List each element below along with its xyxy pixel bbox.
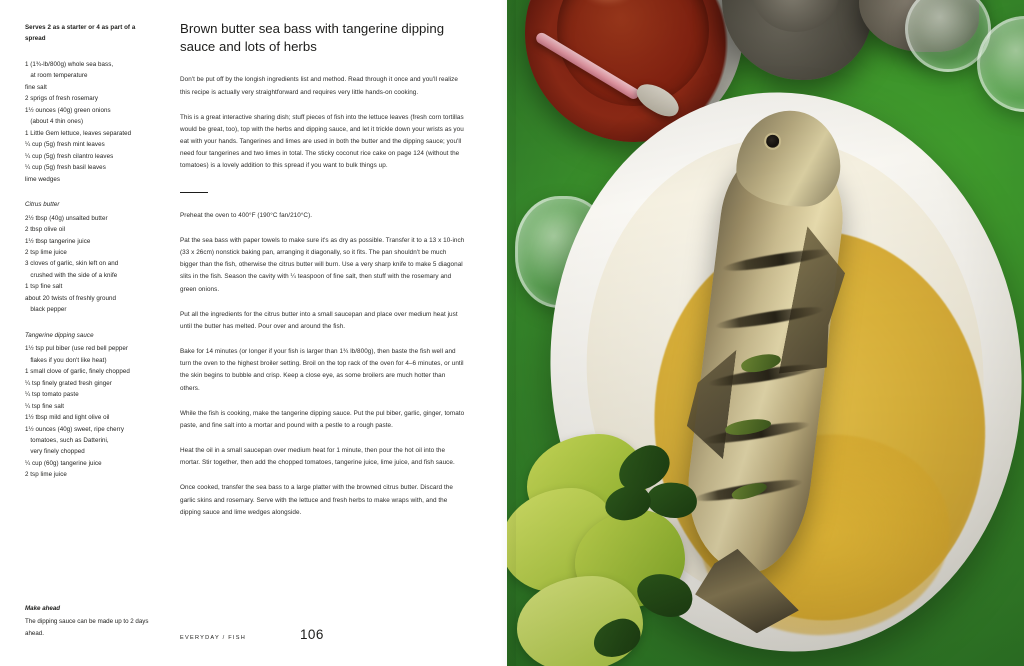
ingredient-item: 1½ tsp pul biber (use red bell pepper (25, 345, 129, 353)
ingredient-item: lime wedges (25, 175, 61, 183)
method-step: Bake for 14 minutes (or longer if your fish is larger than 1¾ lb/800g), then baste the fish well and turn the oven to the highest broiler setting. Broil on the top rack of the oven for 4–6 minutes, or until the skin begins to bubble and crisp. Keep a close eye, as some broilers are much hotter than others. (180, 348, 464, 392)
ingredient-item: fine salt (25, 83, 47, 91)
serves-note: Serves 2 as a starter or 4 as part of a spread (25, 24, 136, 43)
photo-vignette (507, 0, 1024, 666)
ingredient-item: ¼ tsp tomato paste (25, 391, 79, 399)
ingredient-item: flakes if you don't like heat) (25, 356, 107, 364)
ingredient-item: 1½ ounces (40g) sweet, ripe cherry (25, 425, 125, 433)
method-step: While the fish is cooking, make the tangerine dipping sauce. Put the pul biber, garlic, ginger, tomato paste, and fine salt into a mortar and pound with a pestle to a rough paste. (180, 409, 465, 429)
ingredient-item: 1½ tbsp tangerine juice (25, 237, 91, 245)
ingredient-item: crushed with the side of a knife (25, 271, 118, 279)
section-divider (180, 192, 208, 193)
ingredient-item: ¼ cup (60g) tangerine juice (25, 459, 102, 467)
ingredient-item: ¼ tsp fine salt (25, 402, 65, 410)
ingredient-item: 1½ ounces (40g) green onions (25, 106, 111, 114)
ingredient-item: 3 cloves of garlic, skin left on and (25, 260, 119, 268)
page-title: Brown butter sea bass with tangerine dipping sauce and lots of herbs (180, 21, 445, 55)
recipe-photo-page (507, 0, 1024, 666)
ingredients-column (25, 22, 157, 495)
ingredient-item: tomatoes, such as Datterini, (25, 437, 109, 444)
ingredient-item: 2½ tbsp (40g) unsalted butter (25, 214, 108, 222)
ingredient-item: black pepper (25, 306, 67, 314)
method-step: Put all the ingredients for the citrus butter into a small saucepan and place over medium heat just until the butter has melted. Pour over and around the fish. (180, 310, 458, 330)
ingredient-item: ¼ cup (5g) fresh basil leaves (25, 164, 106, 172)
ingredient-item: 1 (1¾-lb/800g) whole sea bass, (25, 60, 114, 68)
method-column (180, 20, 465, 532)
ingredient-item: at room temperature (25, 72, 88, 80)
ingredient-item: 1 Little Gem lettuce, leaves separated (25, 129, 132, 137)
ingredient-item: 1½ tbsp mild and light olive oil (25, 414, 110, 422)
ingredient-item: 2 sprigs of fresh rosemary (25, 95, 99, 103)
recipe-text-page (0, 0, 507, 666)
make-ahead-heading: Make ahead (25, 605, 61, 612)
make-ahead-block (25, 603, 157, 639)
page-footer (180, 627, 470, 642)
intro-paragraph: This is a great interactive sharing dish; stuff pieces of fish into the lettuce leaves (fresh corn tortillas would be great, too), top with the herbs and dipping sauce, and let it trickle down your wrists as you eat with your hands. Tangerines and limes are used in both the butter and the dipping sauce; you'll need four tangerines and two limes in total. The sticky coconut rice cake on page 124 (without the tomatoes) is a lovely addition to this spread if you want to bulk things up. (180, 113, 464, 170)
method-step: Heat the oil in a small saucepan over medium heat for 1 minute, then pour the hot oil into the mortar. Stir together, then add the chopped tomatoes, tangerine juice, lime juice, and fish sauce. (180, 447, 455, 467)
make-ahead-body: The dipping sauce can be made up to 2 days ahead. (25, 618, 149, 637)
chapter-label: EVERYDAY / FISH (180, 635, 247, 641)
page-number: 106 (300, 627, 324, 642)
ingredient-item: ¼ tsp finely grated fresh ginger (25, 379, 112, 387)
ingredient-item: ¼ cup (5g) fresh cilantro leaves (25, 152, 114, 160)
ingredient-item: about 20 twists of freshly ground (25, 294, 117, 302)
ingredient-item: very finely chopped (25, 448, 85, 456)
ingredient-item: 2 tsp lime juice (25, 248, 67, 256)
ingredient-list-main (25, 59, 157, 185)
ingredient-item: ¼ cup (5g) fresh mint leaves (25, 141, 105, 149)
ingredient-item: (about 4 thin ones) (25, 118, 84, 126)
ingredient-item: 1 tsp fine salt (25, 283, 63, 291)
dipping-sauce-heading: Tangerine dipping sauce (25, 331, 94, 339)
method-step: Pat the sea bass with paper towels to make sure it's as dry as possible. Transfer it to a 13 x 10-inch (33 x 26cm) nonstick baking pan, arranging it diagonally, so it fits. The pan shouldn't be much bigger than the fish, otherwise the citrus butter will burn. Use a very sharp knife to make 5 diagonal slits in the fish. Season the cavity with ¼ teaspoon of fine salt, then stuff with the rosemary and green onions. (180, 236, 465, 293)
ingredient-item: 2 tbsp olive oil (25, 226, 66, 234)
ingredient-list-dipping-sauce (25, 330, 157, 481)
method-step: Once cooked, transfer the sea bass to a large platter with the browned citrus butter. Discard the garlic skins and rosemary. Serve with the lettuce and fresh herbs to make wraps with, and the dipping sauce and lime wedges alongside. (180, 484, 453, 516)
intro-paragraph: Don't be put off by the longish ingredients list and method. Read through it once and you'll realize this recipe is actually very straightforward and requires very little hands-on cooking. (180, 76, 458, 96)
method-step: Preheat the oven to 400°F (190°C fan/210°C). (180, 211, 313, 219)
ingredient-list-citrus-butter (25, 199, 157, 316)
citrus-butter-heading: Citrus butter (25, 201, 60, 209)
ingredient-item: 1 small clove of garlic, finely chopped (25, 368, 130, 376)
ingredient-item: 2 tsp lime juice (25, 471, 67, 479)
